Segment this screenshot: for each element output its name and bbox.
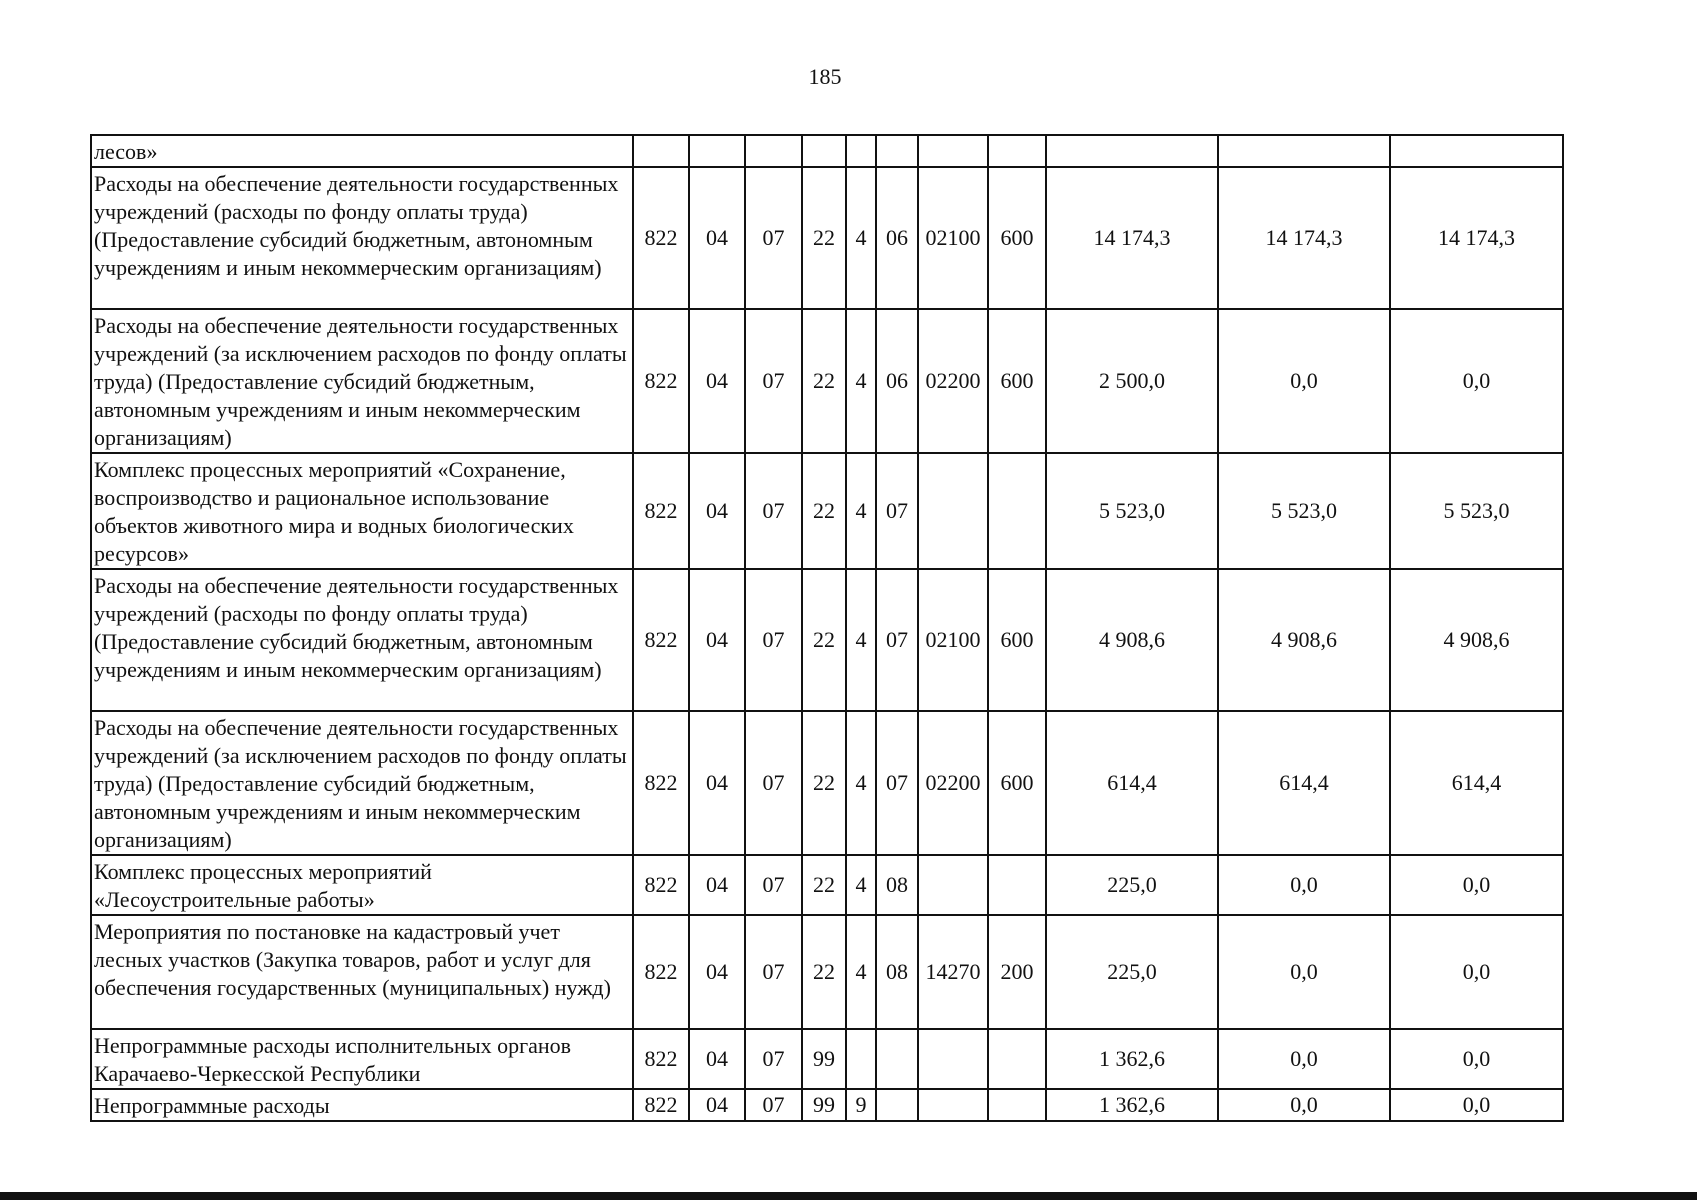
page-number: 185 [808,64,842,89]
row-name: Комплекс процессных мероприятий «Лесоустроительные работы» [91,855,633,915]
code-complex: 06 [876,309,918,453]
amount-year-3: 0,0 [1390,915,1563,1029]
table-row [91,453,1563,569]
amount-year-2 [1218,135,1390,167]
code-program: 99 [802,1089,846,1121]
row-name: Расходы на обеспечение деятельности государственных учреждений (за исключением расходов по фонду оплаты труда) (Предоставление субсидий бюджетным, автономным учреждениям и иным некоммерческим организациям) [91,309,633,453]
amount-year-2: 0,0 [1218,855,1390,915]
row-name: Комплекс процессных мероприятий «Сохранение, воспроизводство и рациональное использование объектов животного мира и водных биологических ресурсов» [91,453,633,569]
code-direction: 02100 [918,167,988,309]
code-complex [876,1089,918,1121]
amount-year-1: 1 362,6 [1046,1029,1218,1089]
code-section: 04 [689,855,745,915]
code-section: 04 [689,453,745,569]
table-row [91,915,1563,1029]
code-program: 22 [802,711,846,855]
code-complex: 07 [876,711,918,855]
code-section: 04 [689,309,745,453]
code-direction [918,453,988,569]
row-name: Непрограммные расходы [91,1089,633,1121]
code-direction [918,855,988,915]
code-expense-type [988,453,1046,569]
code-direction: 14270 [918,915,988,1029]
code-program: 22 [802,855,846,915]
code-program [802,135,846,167]
row-name: Непрограммные расходы исполнительных органов Карачаево-Черкесской Республики [91,1029,633,1089]
code-expense-type: 600 [988,167,1046,309]
amount-year-3: 614,4 [1390,711,1563,855]
amount-year-3: 4 908,6 [1390,569,1563,711]
code-direction [918,1089,988,1121]
row-name: Мероприятия по постановке на кадастровый учет лесных участков (Закупка товаров, работ и услуг для обеспечения государственных (муниципальных) нужд) [91,915,633,1029]
code-section: 04 [689,1089,745,1121]
code-admin: 822 [633,1029,689,1089]
amount-year-1: 225,0 [1046,915,1218,1029]
code-subsection: 07 [745,1029,802,1089]
table-row [91,167,1563,309]
table-row [91,569,1563,711]
code-section: 04 [689,569,745,711]
amount-year-1: 1 362,6 [1046,1089,1218,1121]
amount-year-3: 0,0 [1390,1029,1563,1089]
code-program-type: 4 [846,167,876,309]
code-program: 22 [802,309,846,453]
code-program-type: 4 [846,569,876,711]
table-row [91,1089,1563,1121]
amount-year-3: 0,0 [1390,309,1563,453]
row-name: Расходы на обеспечение деятельности государственных учреждений (за исключением расходов по фонду оплаты труда) (Предоставление субсидий бюджетным, автономным учреждениям и иным некоммерческим организациям) [91,711,633,855]
code-program-type [846,1029,876,1089]
code-admin: 822 [633,309,689,453]
row-name: Расходы на обеспечение деятельности государственных учреждений (расходы по фонду оплаты труда) (Предоставление субсидий бюджетным, автономным учреждениям и иным некоммерческим организациям) [91,569,633,711]
code-section: 04 [689,1029,745,1089]
code-expense-type: 200 [988,915,1046,1029]
code-subsection: 07 [745,453,802,569]
code-admin: 822 [633,915,689,1029]
code-program-type: 4 [846,915,876,1029]
code-program: 22 [802,453,846,569]
code-program-type: 4 [846,453,876,569]
code-section: 04 [689,915,745,1029]
code-complex: 08 [876,855,918,915]
code-expense-type [988,1089,1046,1121]
code-subsection: 07 [745,915,802,1029]
amount-year-1: 614,4 [1046,711,1218,855]
code-admin: 822 [633,569,689,711]
code-subsection: 07 [745,167,802,309]
table-row [91,135,1563,167]
amount-year-2: 14 174,3 [1218,167,1390,309]
code-admin: 822 [633,167,689,309]
code-expense-type: 600 [988,309,1046,453]
amount-year-2: 0,0 [1218,1029,1390,1089]
code-subsection: 07 [745,569,802,711]
amount-year-3: 0,0 [1390,1089,1563,1121]
row-name: Расходы на обеспечение деятельности государственных учреждений (расходы по фонду оплаты труда) (Предоставление субсидий бюджетным, автономным учреждениям и иным некоммерческим организациям) [91,167,633,309]
code-subsection: 07 [745,1089,802,1121]
amount-year-1: 14 174,3 [1046,167,1218,309]
code-expense-type [988,1029,1046,1089]
amount-year-1: 4 908,6 [1046,569,1218,711]
code-subsection: 07 [745,855,802,915]
amount-year-2: 0,0 [1218,309,1390,453]
code-section: 04 [689,167,745,309]
scan-edge-bar [0,1192,1697,1200]
code-program: 22 [802,569,846,711]
code-direction [918,135,988,167]
code-program-type [846,135,876,167]
code-subsection: 07 [745,711,802,855]
amount-year-1: 225,0 [1046,855,1218,915]
code-direction: 02200 [918,711,988,855]
code-admin: 822 [633,453,689,569]
amount-year-2: 614,4 [1218,711,1390,855]
code-direction: 02200 [918,309,988,453]
amount-year-3: 5 523,0 [1390,453,1563,569]
amount-year-1 [1046,135,1218,167]
table-row [91,855,1563,915]
code-section: 04 [689,711,745,855]
code-admin: 822 [633,711,689,855]
table-row [91,309,1563,453]
code-subsection: 07 [745,309,802,453]
amount-year-2: 5 523,0 [1218,453,1390,569]
code-program: 99 [802,1029,846,1089]
code-admin: 822 [633,1089,689,1121]
code-admin [633,135,689,167]
budget-table [90,134,1564,1122]
code-direction: 02100 [918,569,988,711]
code-program: 22 [802,915,846,1029]
code-complex: 07 [876,453,918,569]
code-section [689,135,745,167]
code-program: 22 [802,167,846,309]
code-expense-type: 600 [988,569,1046,711]
code-expense-type [988,855,1046,915]
code-program-type: 4 [846,309,876,453]
amount-year-3 [1390,135,1563,167]
amount-year-2: 4 908,6 [1218,569,1390,711]
code-expense-type [988,135,1046,167]
code-subsection [745,135,802,167]
code-complex: 06 [876,167,918,309]
code-complex [876,135,918,167]
amount-year-3: 14 174,3 [1390,167,1563,309]
amount-year-1: 2 500,0 [1046,309,1218,453]
code-program-type: 4 [846,855,876,915]
code-program-type: 9 [846,1089,876,1121]
amount-year-1: 5 523,0 [1046,453,1218,569]
amount-year-2: 0,0 [1218,1089,1390,1121]
code-expense-type: 600 [988,711,1046,855]
code-program-type: 4 [846,711,876,855]
amount-year-2: 0,0 [1218,915,1390,1029]
table-row [91,1029,1563,1089]
code-complex: 07 [876,569,918,711]
code-direction [918,1029,988,1089]
amount-year-3: 0,0 [1390,855,1563,915]
row-name: лесов» [91,135,633,167]
table-row [91,711,1563,855]
code-complex [876,1029,918,1089]
code-admin: 822 [633,855,689,915]
code-complex: 08 [876,915,918,1029]
